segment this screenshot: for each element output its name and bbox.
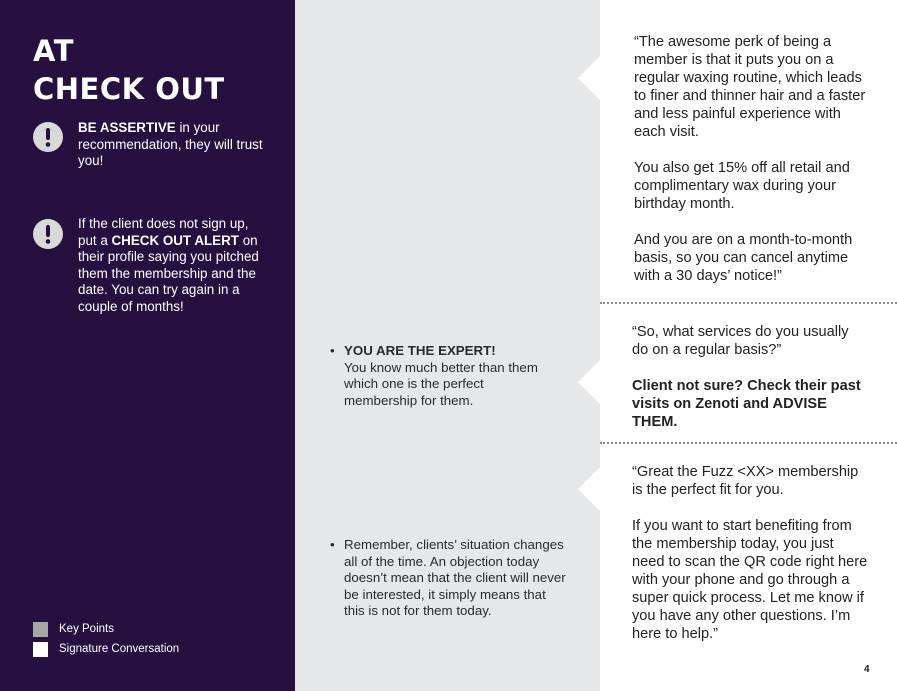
legend-swatch-grey (33, 622, 48, 637)
quote-paragraph: And you are on a month-to-month basis, so you can cancel anytime with a 30 days’ notice!” (634, 232, 853, 284)
quote-paragraph-bold (632, 377, 868, 431)
speech-notch (578, 56, 600, 100)
bullet-dot: • (330, 343, 335, 358)
tip-checkout-bold: CHECK OUT ALERT (111, 232, 239, 248)
tip-assertive-bold: BE ASSERTIVE (78, 120, 176, 135)
quote-paragraph: If you want to start benefiting from the membership today, you just need to scan the QR code right here with your phone and go through a super quick process. Let me know if you have any other questions. I’m here to help.” (632, 518, 868, 642)
quote-paragraph: You also get 15% off all retail and complimentary wax during your birthday month. (634, 160, 850, 212)
dotted-divider (600, 442, 897, 444)
bullet-text (344, 343, 560, 409)
tip-checkout-alert (78, 216, 260, 316)
speech-notch (578, 360, 600, 404)
quote-paragraph: “The awesome perk of being a member is that it puts you on a regular waxing routine, which leads to finer and thinner hair and a faster and less painful experience with each visit. (634, 34, 866, 140)
quote-services (632, 323, 868, 431)
bullet-body: Remember, clients’ situation changes all of the time. An objection today doesn’t mean that the client will never be interested, it simply means that this is not for them today. (344, 537, 566, 619)
legend-label: Key Points (59, 623, 114, 635)
page-title (33, 32, 225, 108)
legend-key-points (33, 621, 114, 637)
legend-label: Signature Conversation (59, 643, 180, 655)
title-line-1: AT (33, 34, 74, 68)
legend-signature-conversation (33, 641, 179, 657)
tip-assertive (78, 120, 268, 170)
quote-signup (632, 463, 868, 643)
legend-swatch-white (33, 642, 48, 657)
page-number: 4 (864, 664, 870, 675)
bullet-expert (330, 343, 560, 409)
bullet-body: You know much better than them which one is the perfect membership for them. (344, 359, 538, 408)
tip-checkout-text-before: If the client does not sign up, put a (78, 216, 249, 248)
quote-bold-advice: Client not sure? Check their past visits on Zenoti and ADVISE THEM. (632, 378, 861, 430)
quote-membership-perks (634, 33, 870, 285)
title-line-2: CHECK OUT (33, 72, 225, 106)
exclamation-icon (33, 122, 63, 152)
bullet-remember (330, 537, 566, 620)
dotted-divider (600, 302, 897, 304)
tip-checkout-text-after: on their profile saying you pitched them the membership and the date. You can try again in a couple of months! (78, 232, 259, 314)
bullet-dot: • (330, 537, 335, 552)
exclamation-icon (33, 219, 63, 249)
bullet-bold: YOU ARE THE EXPERT! (344, 343, 496, 358)
tip-assertive-text: in your recommendation, they will trust you! (78, 120, 263, 169)
speech-notch (578, 467, 600, 511)
quote-paragraph: “Great the Fuzz <XX> membership is the perfect fit for you. (632, 464, 859, 498)
quote-paragraph: “So, what services do you usually do on a regular basis?” (632, 324, 849, 358)
